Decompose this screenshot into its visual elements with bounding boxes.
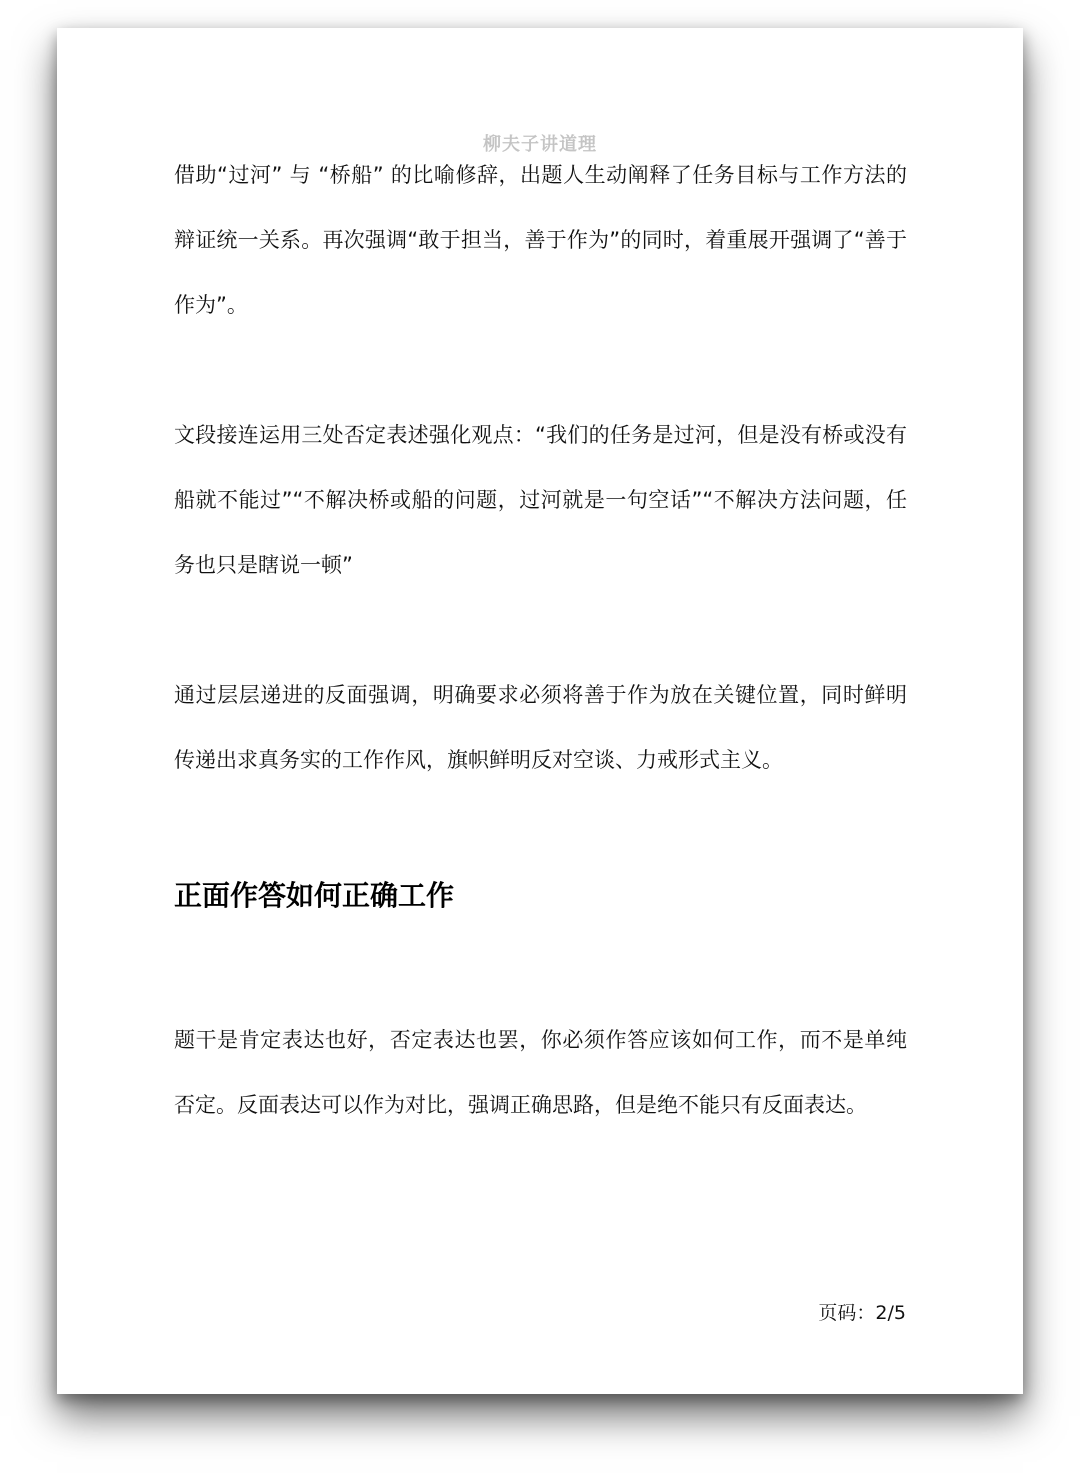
document-page (57, 28, 1023, 1394)
paragraph-bridge-boat-metaphor: 借助“过河” 与 “桥船” 的比喻修辞，出题人生动阐释了任务目标与工作方法的辩证统一关系。再次强调“敢于担当，善于作为”的同时，着重展开强调了“善于作为”。 (174, 163, 907, 317)
paragraph-answer-positively: 题干是肯定表达也好，否定表达也罢，你必须作答应该如何工作，而不是单纯否定。反面表达可以作为对比，强调正确思路，但是绝不能只有反面表达。 (174, 1028, 907, 1117)
paragraph-progressive-emphasis: 通过层层递进的反面强调，明确要求必须将善于作为放在关键位置，同时鲜明传递出求真务实的工作作风，旗帜鲜明反对空谈、力戒形式主义。 (174, 683, 907, 772)
paragraph-negative-statements: 文段接连运用三处否定表述强化观点：“我们的任务是过河，但是没有桥或没有船就不能过”“不解决桥或船的问题，过河就是一句空话”“不解决方法问题，任务也只是瞎说一顿” (174, 423, 907, 577)
page-number: 页码：2/5 (818, 1302, 906, 1324)
section-heading: 正面作答如何正确工作 (174, 879, 455, 912)
header-watermark: 柳夫子讲道理 (483, 134, 597, 155)
